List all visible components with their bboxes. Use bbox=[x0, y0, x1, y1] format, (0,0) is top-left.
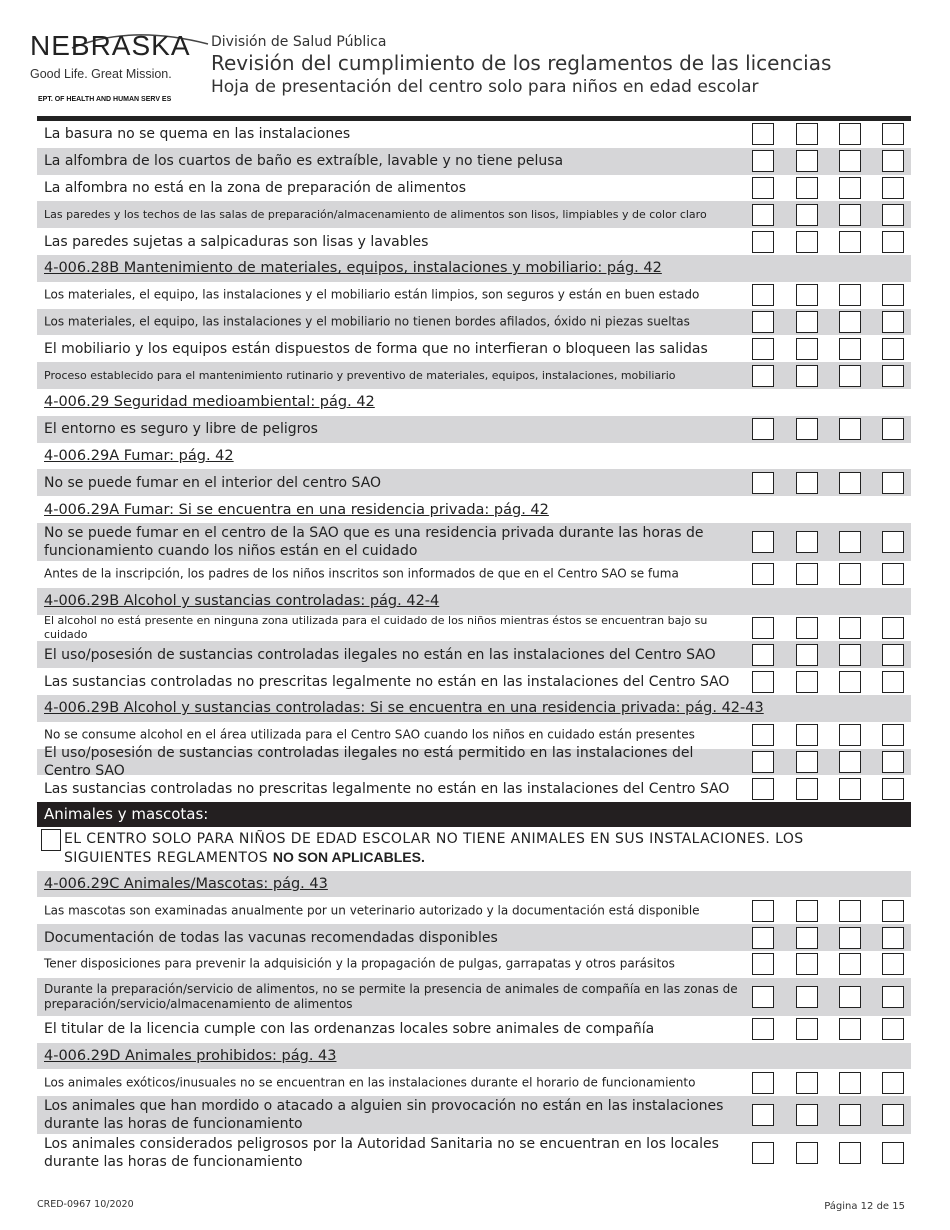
checkbox-1[interactable] bbox=[752, 311, 774, 333]
checklist-row bbox=[37, 148, 911, 175]
checkbox-1[interactable] bbox=[752, 531, 774, 553]
checkbox-2[interactable] bbox=[796, 986, 818, 1008]
checkbox-group bbox=[752, 1072, 904, 1094]
checkbox-group bbox=[752, 338, 904, 360]
checklist-row bbox=[37, 362, 911, 389]
checkbox-4[interactable] bbox=[882, 177, 904, 199]
requirement-text: El entorno es seguro y libre de peligros bbox=[44, 421, 318, 438]
checkbox-3[interactable] bbox=[839, 644, 861, 666]
checkbox-3[interactable] bbox=[839, 1072, 861, 1094]
checkbox-3[interactable] bbox=[839, 1142, 861, 1164]
requirement-text: No se consume alcohol en el área utilizada para el Centro SAO cuando los niños en cuidado están presentes bbox=[44, 727, 695, 742]
checkbox-4[interactable] bbox=[882, 338, 904, 360]
requirement-text: La basura no se quema en las instalaciones bbox=[44, 126, 351, 143]
checkbox-group bbox=[752, 150, 904, 172]
checkbox-4[interactable] bbox=[882, 617, 904, 639]
checkbox-2[interactable] bbox=[796, 231, 818, 253]
checkbox-4[interactable] bbox=[882, 418, 904, 440]
checkbox-4[interactable] bbox=[882, 671, 904, 693]
not-applicable-row bbox=[37, 827, 911, 871]
not-applicable-text bbox=[64, 830, 891, 867]
requirement-text: Las mascotas son examinadas anualmente por un veterinario autorizado y la documentación está disponible bbox=[44, 903, 700, 918]
not-applicable-checkbox[interactable] bbox=[41, 829, 61, 851]
requirement-text: Las sustancias controladas no prescritas legalmente no están en las instalaciones del Centro SAO bbox=[44, 780, 730, 797]
checkbox-1[interactable] bbox=[752, 671, 774, 693]
checkbox-group bbox=[752, 284, 904, 306]
section-title: 4-006.29A Fumar: pág. 42 bbox=[44, 447, 234, 464]
requirement-text: El mobiliario y los equipos están dispuestos de forma que no interfieran o bloqueen las salidas bbox=[44, 340, 708, 357]
checkbox-3[interactable] bbox=[839, 986, 861, 1008]
checkbox-3[interactable] bbox=[839, 671, 861, 693]
checkbox-3[interactable] bbox=[839, 1018, 861, 1040]
checkbox-2[interactable] bbox=[796, 177, 818, 199]
checkbox-2[interactable] bbox=[796, 644, 818, 666]
checkbox-4[interactable] bbox=[882, 204, 904, 226]
checkbox-2[interactable] bbox=[796, 338, 818, 360]
requirement-text: Los animales que han mordido o atacado a alguien sin provocación no están en las instalaciones durante las horas de funcionamiento bbox=[44, 1098, 724, 1133]
checkbox-1[interactable] bbox=[752, 204, 774, 226]
checkbox-2[interactable] bbox=[796, 123, 818, 145]
section-title: 4-006.28B Mantenimiento de materiales, equipos, instalaciones y mobiliario: pág. 42 bbox=[44, 260, 662, 277]
requirement-text: Los animales considerados peligrosos por la Autoridad Sanitaria no se encuentran en los locales durante las horas de funcionamiento bbox=[44, 1136, 719, 1171]
checklist-row bbox=[37, 469, 911, 496]
requirement-text: La alfombra no está en la zona de preparación de alimentos bbox=[44, 179, 467, 196]
section-heading bbox=[37, 871, 911, 898]
checklist-row bbox=[37, 335, 911, 362]
page-header bbox=[211, 34, 831, 97]
checkbox-3[interactable] bbox=[839, 617, 861, 639]
checkbox-group bbox=[752, 1142, 904, 1164]
requirement-text: El uso/posesión de sustancias controladas ilegales no está permitido en las instalaciones del Centro SAO bbox=[44, 744, 694, 779]
section-heading bbox=[37, 255, 911, 282]
checkbox-2[interactable] bbox=[796, 927, 818, 949]
checkbox-4[interactable] bbox=[882, 231, 904, 253]
checkbox-1[interactable] bbox=[752, 1142, 774, 1164]
checkbox-3[interactable] bbox=[839, 150, 861, 172]
requirement-text: El uso/posesión de sustancias controladas ilegales no están en las instalaciones del Centro SAO bbox=[44, 646, 716, 663]
checkbox-3[interactable] bbox=[839, 177, 861, 199]
checklist-row bbox=[37, 416, 911, 443]
checkbox-group bbox=[752, 204, 904, 226]
checkbox-group bbox=[752, 365, 904, 387]
requirement-text: Documentación de todas las vacunas recomendadas disponibles bbox=[44, 929, 498, 946]
requirement-text: La alfombra de los cuartos de baño es extraíble, lavable y no tiene pelusa bbox=[44, 153, 564, 170]
checkbox-2[interactable] bbox=[796, 617, 818, 639]
checklist-row bbox=[37, 978, 911, 1016]
checkbox-3[interactable] bbox=[839, 231, 861, 253]
requirement-text: Los materiales, el equipo, las instalaciones y el mobiliario están limpios, son seguros y están en buen estado bbox=[44, 287, 700, 302]
checklist-row bbox=[37, 282, 911, 309]
page-number: Página 12 de 15 bbox=[824, 1201, 905, 1212]
checkbox-1[interactable] bbox=[752, 778, 774, 800]
checkbox-2[interactable] bbox=[796, 150, 818, 172]
checkbox-3[interactable] bbox=[839, 778, 861, 800]
checkbox-4[interactable] bbox=[882, 953, 904, 975]
checkbox-3[interactable] bbox=[839, 953, 861, 975]
checkbox-3[interactable] bbox=[839, 724, 861, 746]
checklist-row bbox=[37, 1134, 911, 1172]
checkbox-4[interactable] bbox=[882, 1072, 904, 1094]
checkbox-4[interactable] bbox=[882, 1018, 904, 1040]
requirement-text: Los animales exóticos/inusuales no se encuentran en las instalaciones durante el horario de funcionamiento bbox=[44, 1075, 696, 1090]
checkbox-group bbox=[752, 418, 904, 440]
checkbox-2[interactable] bbox=[796, 204, 818, 226]
checklist-row bbox=[37, 924, 911, 951]
nebraska-logo bbox=[30, 30, 200, 110]
checkbox-4[interactable] bbox=[882, 123, 904, 145]
checklist-row bbox=[37, 201, 911, 228]
checklist-row bbox=[37, 744, 911, 779]
checkbox-1[interactable] bbox=[752, 644, 774, 666]
checkbox-4[interactable] bbox=[882, 365, 904, 387]
checkbox-1[interactable] bbox=[752, 1018, 774, 1040]
checkbox-4[interactable] bbox=[882, 311, 904, 333]
checkbox-2[interactable] bbox=[796, 778, 818, 800]
checkbox-group bbox=[752, 953, 904, 975]
checkbox-2[interactable] bbox=[796, 418, 818, 440]
checkbox-2[interactable] bbox=[796, 671, 818, 693]
checkbox-group bbox=[752, 563, 904, 585]
checklist-row bbox=[37, 641, 911, 668]
requirement-text: Las paredes y los techos de las salas de preparación/almacenamiento de alimentos son lisos, limpiables y de color claro bbox=[44, 207, 707, 221]
checklist-row bbox=[37, 309, 911, 336]
checkbox-2[interactable] bbox=[796, 953, 818, 975]
checklist-row bbox=[37, 668, 911, 695]
checklist-row bbox=[37, 228, 911, 255]
checkbox-3[interactable] bbox=[839, 204, 861, 226]
checkbox-group bbox=[752, 644, 904, 666]
checkbox-4[interactable] bbox=[882, 284, 904, 306]
checkbox-2[interactable] bbox=[796, 1018, 818, 1040]
checkbox-2[interactable] bbox=[796, 724, 818, 746]
section-heading bbox=[37, 588, 911, 615]
requirement-text: Las paredes sujetas a salpicaduras son lisas y lavables bbox=[44, 233, 429, 250]
section-title: 4-006.29B Alcohol y sustancias controladas: Si se encuentra en una residencia privada: pág. 42-43 bbox=[44, 700, 764, 717]
checkbox-2[interactable] bbox=[796, 751, 818, 773]
section-title: 4-006.29 Seguridad medioambiental: pág. 42 bbox=[44, 394, 375, 411]
section-heading bbox=[37, 389, 911, 416]
category-banner bbox=[37, 802, 911, 827]
requirement-text: Las sustancias controladas no prescritas legalmente no están en las instalaciones del Centro SAO bbox=[44, 673, 730, 690]
requirement-text: Proceso establecido para el mantenimiento rutinario y preventivo de materiales, equipos, instalaciones, mobiliario bbox=[44, 368, 676, 382]
checkbox-2[interactable] bbox=[796, 531, 818, 553]
checkbox-3[interactable] bbox=[839, 927, 861, 949]
checkbox-group bbox=[752, 177, 904, 199]
checkbox-1[interactable] bbox=[752, 986, 774, 1008]
checkbox-1[interactable] bbox=[752, 617, 774, 639]
section-title: 4-006.29A Fumar: Si se encuentra en una residencia privada: pág. 42 bbox=[44, 501, 549, 518]
checkbox-1[interactable] bbox=[752, 418, 774, 440]
checkbox-1[interactable] bbox=[752, 123, 774, 145]
checkbox-4[interactable] bbox=[882, 927, 904, 949]
checkbox-4[interactable] bbox=[882, 986, 904, 1008]
checkbox-4[interactable] bbox=[882, 724, 904, 746]
checkbox-group bbox=[752, 927, 904, 949]
checkbox-1[interactable] bbox=[752, 953, 774, 975]
checkbox-group bbox=[752, 311, 904, 333]
checkbox-1[interactable] bbox=[752, 338, 774, 360]
checklist-row bbox=[37, 121, 911, 148]
logo-tagline: Good Life. Great Mission. bbox=[30, 67, 172, 81]
checkbox-4[interactable] bbox=[882, 644, 904, 666]
checklist-row bbox=[37, 775, 911, 802]
section-heading bbox=[37, 496, 911, 523]
checkbox-group bbox=[752, 472, 904, 494]
requirement-text: Los materiales, el equipo, las instalaciones y el mobiliario no tienen bordes afilados, óxido ni piezas sueltas bbox=[44, 314, 690, 329]
requirement-text: No se puede fumar en el interior del centro SAO bbox=[44, 474, 382, 491]
logo-department: EPT. OF HEALTH AND HUMAN SERV ES bbox=[38, 96, 172, 103]
checklist-row bbox=[37, 561, 911, 588]
checklist-row bbox=[37, 615, 911, 642]
section-title: 4-006.29D Animales prohibidos: pág. 43 bbox=[44, 1048, 337, 1064]
checkbox-4[interactable] bbox=[882, 1142, 904, 1164]
checkbox-3[interactable] bbox=[839, 418, 861, 440]
checkbox-3[interactable] bbox=[839, 563, 861, 585]
checkbox-3[interactable] bbox=[839, 311, 861, 333]
requirement-text: Antes de la inscripción, los padres de los niños inscritos son informados de que en el Centro SAO se fuma bbox=[44, 566, 679, 581]
checkbox-2[interactable] bbox=[796, 1104, 818, 1126]
checkbox-3[interactable] bbox=[839, 751, 861, 773]
checkbox-2[interactable] bbox=[796, 284, 818, 306]
checkbox-3[interactable] bbox=[839, 365, 861, 387]
checklist bbox=[37, 121, 911, 1172]
checkbox-group bbox=[752, 986, 904, 1008]
checkbox-1[interactable] bbox=[752, 900, 774, 922]
section-heading bbox=[37, 695, 911, 722]
checkbox-group bbox=[752, 751, 904, 773]
checkbox-4[interactable] bbox=[882, 900, 904, 922]
checkbox-1[interactable] bbox=[752, 365, 774, 387]
checkbox-2[interactable] bbox=[796, 365, 818, 387]
checkbox-group bbox=[752, 900, 904, 922]
checklist-row bbox=[37, 175, 911, 202]
checkbox-2[interactable] bbox=[796, 472, 818, 494]
checkbox-group bbox=[752, 778, 904, 800]
checkbox-1[interactable] bbox=[752, 231, 774, 253]
checkbox-1[interactable] bbox=[752, 1072, 774, 1094]
requirement-text: El titular de la licencia cumple con las ordenanzas locales sobre animales de compañía bbox=[44, 1021, 655, 1038]
checkbox-group bbox=[752, 123, 904, 145]
checkbox-group bbox=[752, 671, 904, 693]
not-applicable-emphasis: NO SON APLICABLES. bbox=[272, 848, 425, 865]
checkbox-4[interactable] bbox=[882, 531, 904, 553]
checklist-row bbox=[37, 1096, 911, 1134]
checkbox-3[interactable] bbox=[839, 284, 861, 306]
division-label: División de Salud Pública bbox=[211, 34, 387, 50]
checklist-row bbox=[37, 951, 911, 978]
section-heading bbox=[37, 1043, 911, 1070]
checkbox-4[interactable] bbox=[882, 472, 904, 494]
checkbox-2[interactable] bbox=[796, 1142, 818, 1164]
form-id: CRED-0967 10/2020 bbox=[37, 1199, 134, 1210]
section-title: 4-006.29B Alcohol y sustancias controladas: pág. 42-4 bbox=[44, 593, 440, 610]
checklist-row bbox=[37, 523, 911, 561]
checklist-row bbox=[37, 1016, 911, 1043]
checkbox-2[interactable] bbox=[796, 311, 818, 333]
section-heading bbox=[37, 443, 911, 470]
checkbox-group bbox=[752, 231, 904, 253]
checklist-row bbox=[37, 1069, 911, 1096]
page-subtitle: Hoja de presentación del centro solo para niños en edad escolar bbox=[211, 77, 759, 97]
checkbox-1[interactable] bbox=[752, 1104, 774, 1126]
checkbox-4[interactable] bbox=[882, 150, 904, 172]
checkbox-1[interactable] bbox=[752, 150, 774, 172]
checkbox-2[interactable] bbox=[796, 563, 818, 585]
checkbox-group bbox=[752, 724, 904, 746]
checkbox-4[interactable] bbox=[882, 1104, 904, 1126]
checkbox-group bbox=[752, 531, 904, 553]
requirement-text: Durante la preparación/servicio de alimentos, no se permite la presencia de animales de compañía en las zonas de preparación/servicio/almacenamiento de alimentos bbox=[44, 981, 738, 1011]
checkbox-1[interactable] bbox=[752, 284, 774, 306]
requirement-text: El alcohol no está presente en ninguna zona utilizada para el cuidado de los niños mientras éstos se encuentran bajo su cuidado bbox=[44, 613, 708, 641]
checklist-row bbox=[37, 897, 911, 924]
checkbox-2[interactable] bbox=[796, 900, 818, 922]
not-applicable-label: EL CENTRO SOLO PARA NIÑOS DE EDAD ESCOLAR NO TIENE ANIMALES EN SUS INSTALACIONES. LOS SIGUIENTES REGLAMENTOS bbox=[64, 830, 804, 866]
checkbox-1[interactable] bbox=[752, 177, 774, 199]
checkbox-4[interactable] bbox=[882, 778, 904, 800]
checkbox-2[interactable] bbox=[796, 1072, 818, 1094]
checkbox-4[interactable] bbox=[882, 563, 904, 585]
checkbox-1[interactable] bbox=[752, 751, 774, 773]
checkbox-3[interactable] bbox=[839, 338, 861, 360]
checkbox-1[interactable] bbox=[752, 927, 774, 949]
checkbox-group bbox=[752, 617, 904, 639]
page-title: Revisión del cumplimiento de los reglamentos de las licencias bbox=[211, 51, 832, 75]
checkbox-4[interactable] bbox=[882, 751, 904, 773]
checkbox-1[interactable] bbox=[752, 563, 774, 585]
checkbox-group bbox=[752, 1104, 904, 1126]
checkbox-3[interactable] bbox=[839, 531, 861, 553]
checkbox-group bbox=[752, 1018, 904, 1040]
logo-name: NEBRASKA bbox=[30, 30, 191, 61]
checkbox-1[interactable] bbox=[752, 724, 774, 746]
requirement-text: No se puede fumar en el centro de la SAO que es una residencia privada durante las horas de funcionamiento cuando los niños están en el cuidado bbox=[44, 524, 704, 559]
checkbox-3[interactable] bbox=[839, 123, 861, 145]
category-title: Animales y mascotas: bbox=[44, 805, 209, 824]
requirement-text: Tener disposiciones para prevenir la adquisición y la propagación de pulgas, garrapatas y otros parásitos bbox=[44, 956, 675, 971]
checkbox-3[interactable] bbox=[839, 900, 861, 922]
checkbox-3[interactable] bbox=[839, 1104, 861, 1126]
checkbox-1[interactable] bbox=[752, 472, 774, 494]
section-title: 4-006.29C Animales/Mascotas: pág. 43 bbox=[44, 876, 328, 893]
checkbox-3[interactable] bbox=[839, 472, 861, 494]
